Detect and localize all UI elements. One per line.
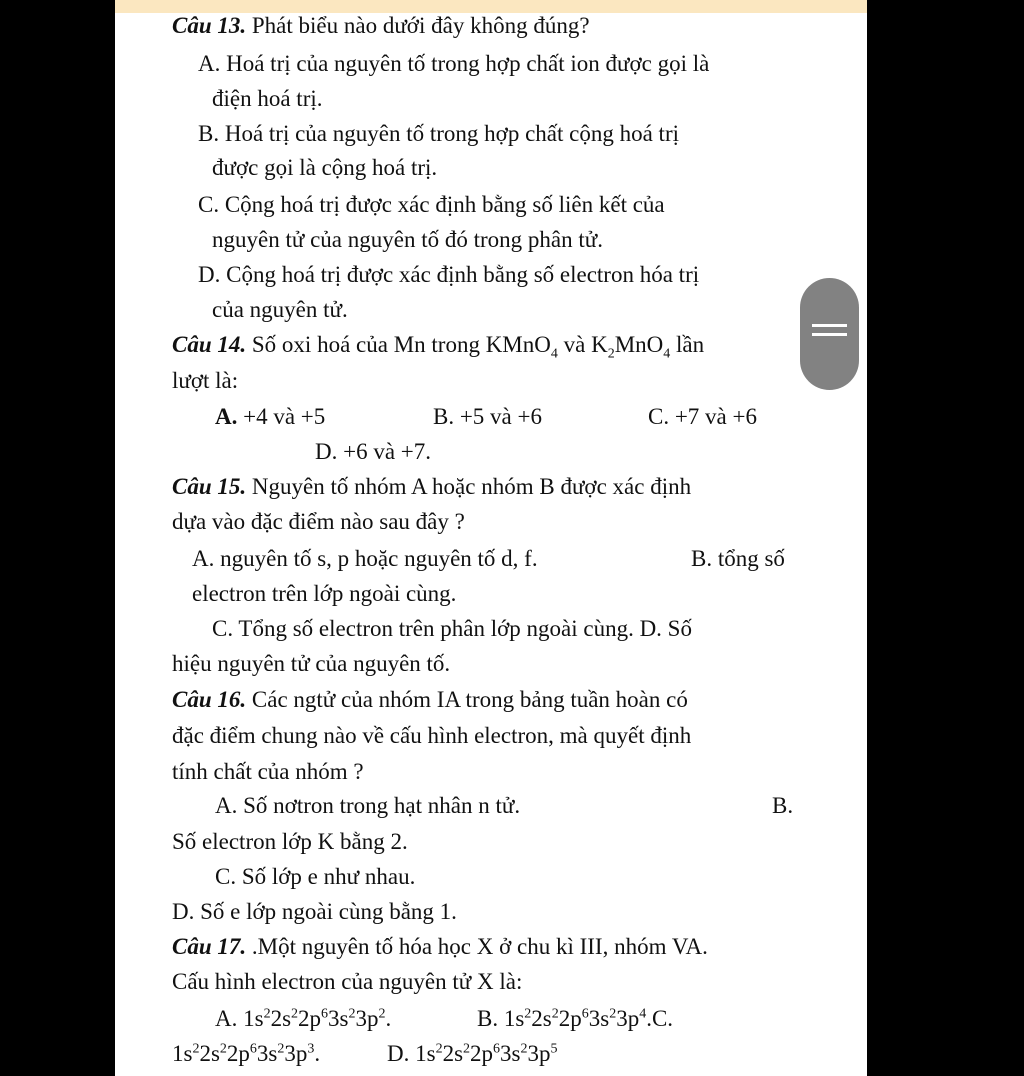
config-superscript: 6 <box>581 1006 589 1022</box>
q15-option-c: C. Tổng số electron trên phân lớp ngoài cùng. D. Số <box>212 616 692 641</box>
q13-option-b-line1: B. Hoá trị của nguyên tố trong hợp chất cộng hoá trị <box>198 121 679 146</box>
document-page <box>115 0 867 1076</box>
question-15-stem: Câu 15. Nguyên tố nhóm A hoặc nhóm B được xác định <box>172 474 692 499</box>
question-17-label: Câu 17. <box>172 934 247 959</box>
config-text: . <box>385 1006 392 1031</box>
q13-option-a-line1: A. Hoá trị của nguyên tố trong hợp chất ion được gọi là <box>198 51 710 76</box>
config-superscript: 2 <box>263 1006 271 1022</box>
q13-option-d-line2: của nguyên tử. <box>212 297 348 322</box>
config-text: 2p <box>558 1006 582 1031</box>
question-16-stem-line2: đặc điểm chung nào về cấu hình electron, mà quyết định <box>172 723 692 748</box>
config-superscript: 6 <box>321 1006 329 1022</box>
q14-option-a: A. +4 và +5 <box>215 404 326 429</box>
q13-option-b-line2: được gọi là cộng hoá trị. <box>212 155 438 180</box>
config-superscript: 2 <box>348 1006 356 1022</box>
question-13-label: Câu 13. <box>172 13 247 38</box>
question-17-stem-line2: Cấu hình electron của nguyên tử X là: <box>172 969 523 994</box>
config-text: 2p <box>298 1006 322 1031</box>
config-text: 3p <box>616 1006 640 1031</box>
config-text: 3p <box>284 1041 308 1066</box>
config-superscript: 4 <box>639 1006 647 1022</box>
config-text: 1s <box>503 1006 525 1031</box>
config-text: 2p <box>226 1041 250 1066</box>
config-superscript: 6 <box>493 1041 501 1057</box>
config-text: 2s <box>199 1041 220 1066</box>
config-text: 2p <box>470 1041 494 1066</box>
config-superscript: 2 <box>524 1006 532 1022</box>
q15-option-d-line2: hiệu nguyên tử của nguyên tố. <box>172 651 451 676</box>
scrollbar-thumb[interactable] <box>800 278 859 390</box>
q14-option-d: D. +6 và +7. <box>315 439 432 464</box>
config-text: 2s <box>531 1006 552 1031</box>
config-text: .C. <box>646 1006 674 1031</box>
config-text: . <box>314 1041 321 1066</box>
grip-line-icon <box>812 333 847 336</box>
q17-option-c <box>172 1039 320 1069</box>
q13-option-c-line2: nguyên tử của nguyên tố đó trong phân tử. <box>212 227 603 252</box>
config-superscript: 2 <box>435 1041 443 1057</box>
q17-option-d: D. $1s^22s^22p^63s^23p^5$ <box>387 1041 558 1066</box>
question-16-stem-line3: tính chất của nhóm ? <box>172 759 364 784</box>
config-text: 3p <box>355 1006 379 1031</box>
q16-option-c: C. Số lớp e như nhau. <box>215 864 416 889</box>
config-text: 1s <box>172 1041 193 1066</box>
config-superscript: 2 <box>551 1006 559 1022</box>
q13-option-d-line1: D. Cộng hoá trị được xác định bằng số electron hóa trị <box>198 262 700 287</box>
q15-option-b-line2: electron trên lớp ngoài cùng. <box>192 581 457 606</box>
q13-option-c-line1: C. Cộng hoá trị được xác định bằng số liên kết của <box>198 192 665 217</box>
question-13-stem <box>172 11 590 41</box>
config-text: 3s <box>588 1006 610 1031</box>
q15-option-a: A. nguyên tố s, p hoặc nguyên tố d, f. <box>192 546 538 571</box>
question-14-label: Câu 14. <box>172 332 247 357</box>
question-15-stem-line2: dựa vào đặc điểm nào sau đây ? <box>172 509 465 534</box>
config-superscript: 6 <box>249 1041 257 1057</box>
config-superscript: 2 <box>463 1041 471 1057</box>
q14-option-c: C. +7 và +6 <box>648 404 757 429</box>
config-superscript: 2 <box>609 1006 617 1022</box>
q16-option-d: D. Số e lớp ngoài cùng bằng 1. <box>172 899 457 924</box>
q13-option-a-line2: điện hoá trị. <box>212 86 323 111</box>
config-text: 1s <box>243 1006 264 1031</box>
config-text: 3s <box>256 1041 278 1066</box>
config-text: 2s <box>270 1006 292 1031</box>
config-text: 2s <box>442 1041 464 1066</box>
config-text: 1s <box>415 1041 436 1066</box>
q16-option-b-line2: Số electron lớp K bằng 2. <box>172 829 408 854</box>
q14-option-b: B. +5 và +6 <box>433 404 542 429</box>
q16-option-b-line1: B. <box>772 793 794 818</box>
config-superscript: 2 <box>219 1041 227 1057</box>
question-14-stem: Câu 14. Số oxi hoá của Mn trong KMnO$_4$ và $K_2MnO_4$ lần <box>172 332 705 362</box>
config-superscript: 2 <box>291 1006 299 1022</box>
question-16-stem: Câu 16. Các ngtử của nhóm IA trong bảng tuần hoàn có <box>172 687 688 712</box>
config-text: 3s <box>328 1006 349 1031</box>
question-13-text: Phát biểu nào dưới đây không đúng? <box>246 13 590 38</box>
config-superscript: 5 <box>550 1041 558 1057</box>
config-superscript: 2 <box>520 1041 528 1057</box>
config-superscript: 2 <box>192 1041 200 1057</box>
question-14-stem-line2: lượt là: <box>172 368 239 393</box>
config-superscript: 2 <box>277 1041 285 1057</box>
config-superscript: 3 <box>307 1041 315 1057</box>
q17-option-a: A. $1s^22s^22p^63s^23p^2$. <box>215 1006 392 1031</box>
q15-option-b-line1: B. tổng số <box>691 546 785 571</box>
grip-line-icon <box>812 324 847 327</box>
config-text: 3p <box>527 1041 551 1066</box>
question-15-label: Câu 15. <box>172 474 247 499</box>
q16-option-a: A. Số nơtron trong hạt nhân n tử. <box>215 793 521 818</box>
config-text: 3s <box>500 1041 521 1066</box>
q17-option-b: B. $1s^22s^22p^63s^23p^4.C$. <box>477 1006 674 1031</box>
question-16-label: Câu 16. <box>172 687 247 712</box>
question-17-stem: Câu 17. .Một nguyên tố hóa học X ở chu kì III, nhóm VA. <box>172 934 708 959</box>
config-superscript: 2 <box>378 1006 386 1022</box>
